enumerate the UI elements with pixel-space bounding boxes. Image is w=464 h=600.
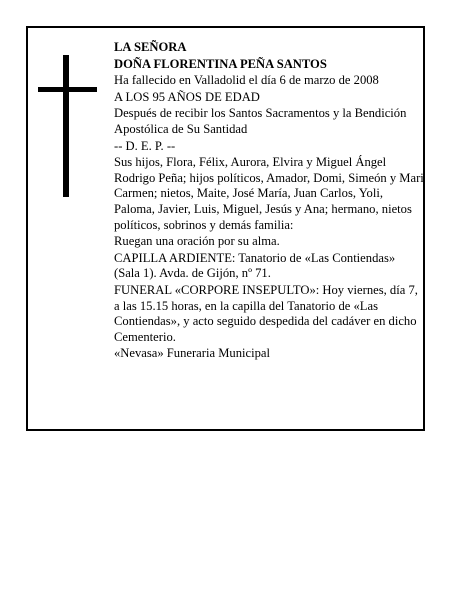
obituary-text xyxy=(114,40,424,363)
sacraments-text: Después de recibir los Santos Sacramentos y la Bendición Apostólica de Su Santidad xyxy=(114,106,407,136)
age-line: A LOS 95 AÑOS DE EDAD xyxy=(114,89,260,104)
cross-vertical-bar xyxy=(63,55,69,197)
death-line: Ha fallecido en Valladolid el día 6 de marzo de 2008 xyxy=(114,73,379,88)
funeral-home-line: «Nevasa» Funeraria Municipal xyxy=(114,346,270,361)
cross-horizontal-bar xyxy=(38,87,97,92)
dep-line: -- D. E. P. -- xyxy=(114,138,176,153)
prayer-line: Ruegan una oración por su alma. xyxy=(114,234,280,249)
family-text: Sus hijos, Flora, Félix, Aurora, Elvira y Miguel Ángel Rodrigo Peña; hijos políticos, Amador, Domi, Simeón y Mari Carmen; nietos, Maite, José María, Juan Carlos, Yoli, Paloma, Javier, Luis, Miguel, Jesús y Ana; hermano, nietos políticos, sobrinos y demás familia: xyxy=(114,155,424,232)
funeral-text: FUNERAL «CORPORE INSEPULTO»: Hoy viernes, día 7, a las 15.15 horas, en la capilla del Tanatorio de «Las Contiendas», y acto seguido despedida del cadáver en dicho Cementerio. xyxy=(114,282,418,344)
chapel-text: CAPILLA ARDIENTE: Tanatorio de «Las Contiendas» (Sala 1). Avda. de Gijón, nº 71. xyxy=(114,250,396,281)
heading-title: LA SEÑORA xyxy=(114,40,187,54)
deceased-name: DOÑA FLORENTINA PEÑA SANTOS xyxy=(114,56,327,71)
cross-icon xyxy=(38,55,97,197)
